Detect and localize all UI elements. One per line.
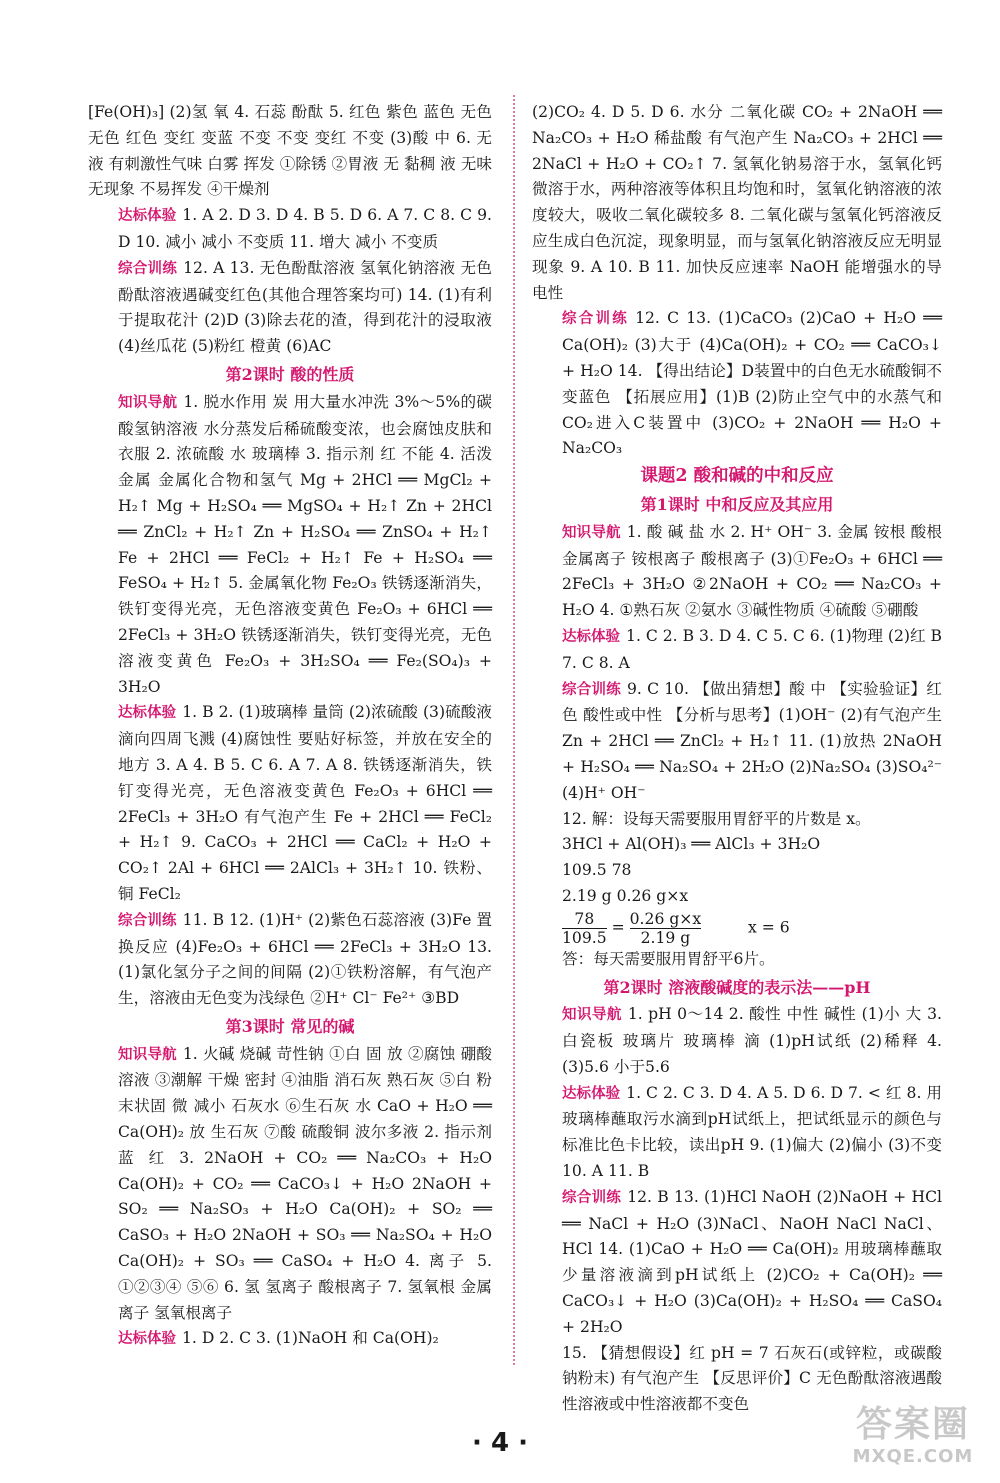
answer-text: 1. pH 0～14 2. 酸性 中性 碱性 (1)小 大 3. 白瓷板 玻璃片 玻璃棒 滴 (1)pH试纸 (2)稀释 4. (3)5.6 小于5.6 [562,1005,942,1076]
watermark-url: MXQE.COM [852,1446,974,1467]
category-tag: 综合训练 [118,912,177,929]
numerator: 78 [562,910,607,929]
answer-block [88,700,492,907]
answer-text: 9. C 10. 【做出猜想】酸 中 【实验验证】红色 酸性或中性 【分析与思考】(1)OH⁻ (2)有气泡产生 Zn + 2HCl ══ ZnCl₂ + H₂↑ 11. (1)放热 2NaOH + H₂SO₄ ══ Na₂SO₄ + 2H₂O (2)Na₂SO₄ (3)SO₄²⁻ (4)H⁺ OH⁻ [562,679,942,802]
answer-text: 12. C 13. (1)CaCO₃ (2)CaO + H₂O ══ Ca(OH)₂ (3)大于 (4)Ca(OH)₂ + CO₂ ══ CaCO₃↓ + H₂O 14. 【得出结论】D装置中的白色无水硫酸铜不变蓝色 【拓展应用】(1)B (2)防止空气中的水蒸气和CO₂进入C装置中 (3)CO₂ + 2NaOH ══ H₂O + Na₂CO₃ [562,309,943,458]
result: x = 6 [747,918,790,937]
answer-block [532,624,942,677]
answer-block [532,520,942,624]
answer-text: 1. C 2. C 3. D 4. A 5. D 6. D 7. < 红 8. 用玻璃棒蘸取污水滴到pH试纸上，把试纸显示的颜色与标准比色卡比较，读出pH 9. (1)偏大 (2)偏小 (3)不变 10. A 11. B [562,1083,943,1181]
spacer [701,918,748,936]
answer-block [532,306,942,462]
watermark-logo [838,1404,988,1468]
fraction [562,910,607,947]
answer-text: 1. 火碱 烧碱 苛性钠 ①白 固 放 ②腐蚀 硼酸溶液 ③潮解 干燥 密封 ④油脂 消石灰 熟石灰 ⑤白 粉末状固 微 减小 石灰水 ⑥生石灰 水 CaO + H₂O ══ Ca(OH)₂ 放 生石灰 ⑦酸 硫酸铜 波尔多液 2. 指示剂 蓝 红 3. 2NaOH + CO₂ ══ Na₂CO₃ + H₂O Ca(OH)₂ + CO₂ ══ CaCO₃↓ + H₂O 2NaOH + SO₂ ══ Na₂SO₃ + H₂O Ca(OH)₂ + SO₂ ══ CaSO₃ + H₂O 2NaOH + SO₃ ══ Na₂SO₄ + H₂O Ca(OH)₂ + SO₃ ══ CaSO₄ + H₂O 4. 离子 5. ①②③④ ⑤⑥ 6. 氢 氢离子 酸根离子 7. 氢氧根 金属离子 氢氧根离子 [118,1044,492,1322]
page-number: · 4 · [472,1428,528,1458]
answer-block: (2)CO₂ 4. D 5. D 6. 水分 二氧化碳 CO₂ + 2NaOH ══ Na₂CO₃ + H₂O 稀盐酸 有气泡产生 Na₂CO₃ + 2HCl ══ 2NaCl + H₂O + CO₂↑ 7. 氢氧化钠易溶于水，氢氧化钙微溶于水，两种溶液等体积且均饱和时，氢氧化钠溶液的浓度较大，吸收二氧化碳较多 8. 二氧化碳与氢氧化钙溶液反应生成白色沉淀，现象明显，而与氢氧化钠溶液反应无明显现象 9. A 10. B 11. 加快反应速率 NaOH 能增强水的导电性 [532,103,942,302]
category-tag: 综合训练 [562,311,630,328]
column-divider [513,95,515,1365]
watermark-text: 答案圈 [855,1404,970,1445]
category-tag: 知识导航 [562,524,621,541]
fraction-equation [532,910,942,947]
answer-text: 12. A 13. 无色酚酞溶液 氢氧化钠溶液 无色酚酞溶液遇碱变红色(其他合理答案均可) 14. (1)有利于提取花汁 (2)D (3)除去花的渣，得到花汁的浸取液 (4)丝瓜花 (5)粉红 橙黄 (6)AC [118,258,493,356]
category-tag: 综合训练 [562,1189,622,1206]
denominator: 2.19 g [640,928,691,947]
answer-text: 1. 酸 碱 盐 水 2. H⁺ OH⁻ 3. 金属 铵根 酸根 金属离子 铵根离子 酸根离子 (3)①Fe₂O₃ + 6HCl ══ 2FeCl₃ + 3H₂O ②2NaOH + CO₂ ══ Na₂CO₃ + H₂O 4. ①熟石灰 ②氨水 ③碱性物质 ④硫酸 ⑤硼酸 [562,522,943,620]
answer-block [532,1081,942,1185]
answer-block: 12. 解：设每天需要服用胃舒平的片数是 x。 [562,809,871,828]
section-heading: 第2课时 酸的性质 [225,364,355,384]
category-tag: 达标体验 [562,628,621,645]
calculation-line: 109.5 78 [562,861,632,880]
calculation-line: 2.19 g 0.26 g×x [562,886,689,905]
answer-block [88,1326,492,1353]
category-tag: 达标体验 [118,1331,176,1348]
section-heading: 第3课时 常见的碱 [225,1016,355,1036]
answer-block [88,203,492,256]
answer-block [532,677,942,807]
left-column [88,100,492,1353]
answer-block [532,1002,942,1080]
fraction [630,910,702,947]
answer-block: 答：每天需要服用胃舒平6片。 [562,949,775,968]
section-heading: 课题2 酸和碱的中和反应 [640,466,834,487]
answer-text: 1. B 2. (1)玻璃棒 量筒 (2)浓硫酸 (3)硫酸液滴向四周飞溅 (4)腐蚀性 要贴好标签，并放在安全的地方 3. A 4. B 5. C 6. A 7. A 8. 铁锈逐渐消失，铁钉变得光亮，无色溶液变黄色 Fe₂O₃ + 6HCl ══ 2FeCl₃ + 3H₂O 有气泡产生 Fe + 2HCl ══ FeCl₂ + H₂↑ 9. CaCO₃ + 2HCl ══ CaCl₂ + H₂O + CO₂↑ 2Al + 6HCl ══ 2AlCl₃ + 3H₂↑ 10. 铁粉、铜 FeCl₂ [118,703,492,903]
category-tag: 知识导航 [562,1007,622,1024]
section-heading: 第1课时 中和反应及其应用 [640,494,834,514]
answer-text: 1. 脱水作用 炭 用大量水冲洗 3%～5%的碳酸氢钠溶液 水分蒸发后稀硫酸变浓，也会腐蚀皮肤和衣服 2. 浓硫酸 水 玻璃棒 3. 指示剂 红 不能 4. 活泼金属 金属化合物和氢气 Mg + 2HCl ══ MgCl₂ + H₂↑ Mg + H₂SO₄ ══ MgSO₄ + H₂↑ Zn + 2HCl ══ ZnCl₂ + H₂↑ Zn + H₂SO₄ ══ ZnSO₄ + H₂↑ Fe + 2HCl ══ FeCl₂ + H₂↑ Fe + H₂SO₄ ══ FeSO₄ + H₂↑ 5. 金属氧化物 Fe₂O₃ 铁锈逐渐消失，铁钉变得光亮，无色溶液变黄色 Fe₂O₃ + 6HCl ══ 2FeCl₃ + 3H₂O 铁锈逐渐消失，铁钉变得光亮，无色溶液变黄色 Fe₂O₃ + 3H₂SO₄ ══ Fe₂(SO₄)₃ + 3H₂O [118,392,493,696]
answer-block [88,908,492,1012]
category-tag: 知识导航 [118,1046,177,1063]
answer-block [532,1185,942,1341]
category-tag: 综合训练 [562,681,621,698]
category-tag: 达标体验 [118,705,177,722]
right-column [532,100,942,1418]
answer-text: 1. C 2. B 3. D 4. C 5. C 6. (1)物理 (2)红 B 7. C 8. A [562,626,943,672]
calculation-line: 3HCl + Al(OH)₃ ══ AlCl₃ + 3H₂O [562,835,821,854]
answer-text: 1. A 2. D 3. D 4. B 5. D 6. A 7. C 8. C 9. D 10. 减小 减小 不变质 11. 增大 减小 不变质 [118,206,492,251]
section-heading: 第2课时 溶液酸碱度的表示法——pH [603,977,871,997]
denominator: 109.5 [562,928,607,947]
category-tag: 达标体验 [118,208,177,225]
answer-block [88,390,492,701]
category-tag: 达标体验 [562,1085,621,1102]
answer-text: 11. B 12. (1)H⁺ (2)紫色石蕊溶液 (3)Fe 置换反应 (4)Fe₂O₃ + 6HCl ══ 2FeCl₃ + 3H₂O 13. (1)氯化氢分子之间的间隔 (2)①铁粉溶解，有气泡产生，溶液由无色变为浅绿色 ②H⁺ Cl⁻ Fe²⁺ ③BD [118,910,493,1008]
category-tag: 知识导航 [118,394,178,411]
numerator: 0.26 g×x [629,909,702,928]
answer-block: 15. 【猜想假设】红 pH = 7 石灰石(或锌粒，或碳酸钠粉末) 有气泡产生 【反思评价】C 无色酚酞溶液遇酸性溶液或中性溶液都不变色 [562,1343,942,1414]
equals-sign: = [606,918,630,937]
answer-text: 1. D 2. C 3. (1)NaOH 和 Ca(OH)₂ [182,1329,439,1348]
answer-block [88,256,492,360]
answer-block [88,1042,492,1327]
answer-block: [Fe(OH)₃] (2)氢 氧 4. 石蕊 酚酞 5. 红色 紫色 蓝色 无色 无色 红色 变红 变蓝 不变 不变 变红 不变 (3)酸 中 6. 无 液 有刺激性气味 白雾 挥发 ①除锈 ②胃液 无 黏稠 液 无味 无现象 不易挥发 ④干燥剂 [88,103,492,199]
answer-text: 12. B 13. (1)HCl NaOH (2)NaOH + HCl ══ NaCl + H₂O (3)NaCl、NaOH NaCl NaCl、HCl 14. (1)CaO + H₂O ══ Ca(OH)₂ 用玻璃棒蘸取少量溶液滴到pH试纸上 (2)CO₂ + Ca(OH)₂ ══ CaCO₃↓ + H₂O (3)Ca(OH)₂ + H₂SO₄ ══ CaSO₄ + 2H₂O [562,1187,943,1336]
category-tag: 综合训练 [118,260,178,277]
